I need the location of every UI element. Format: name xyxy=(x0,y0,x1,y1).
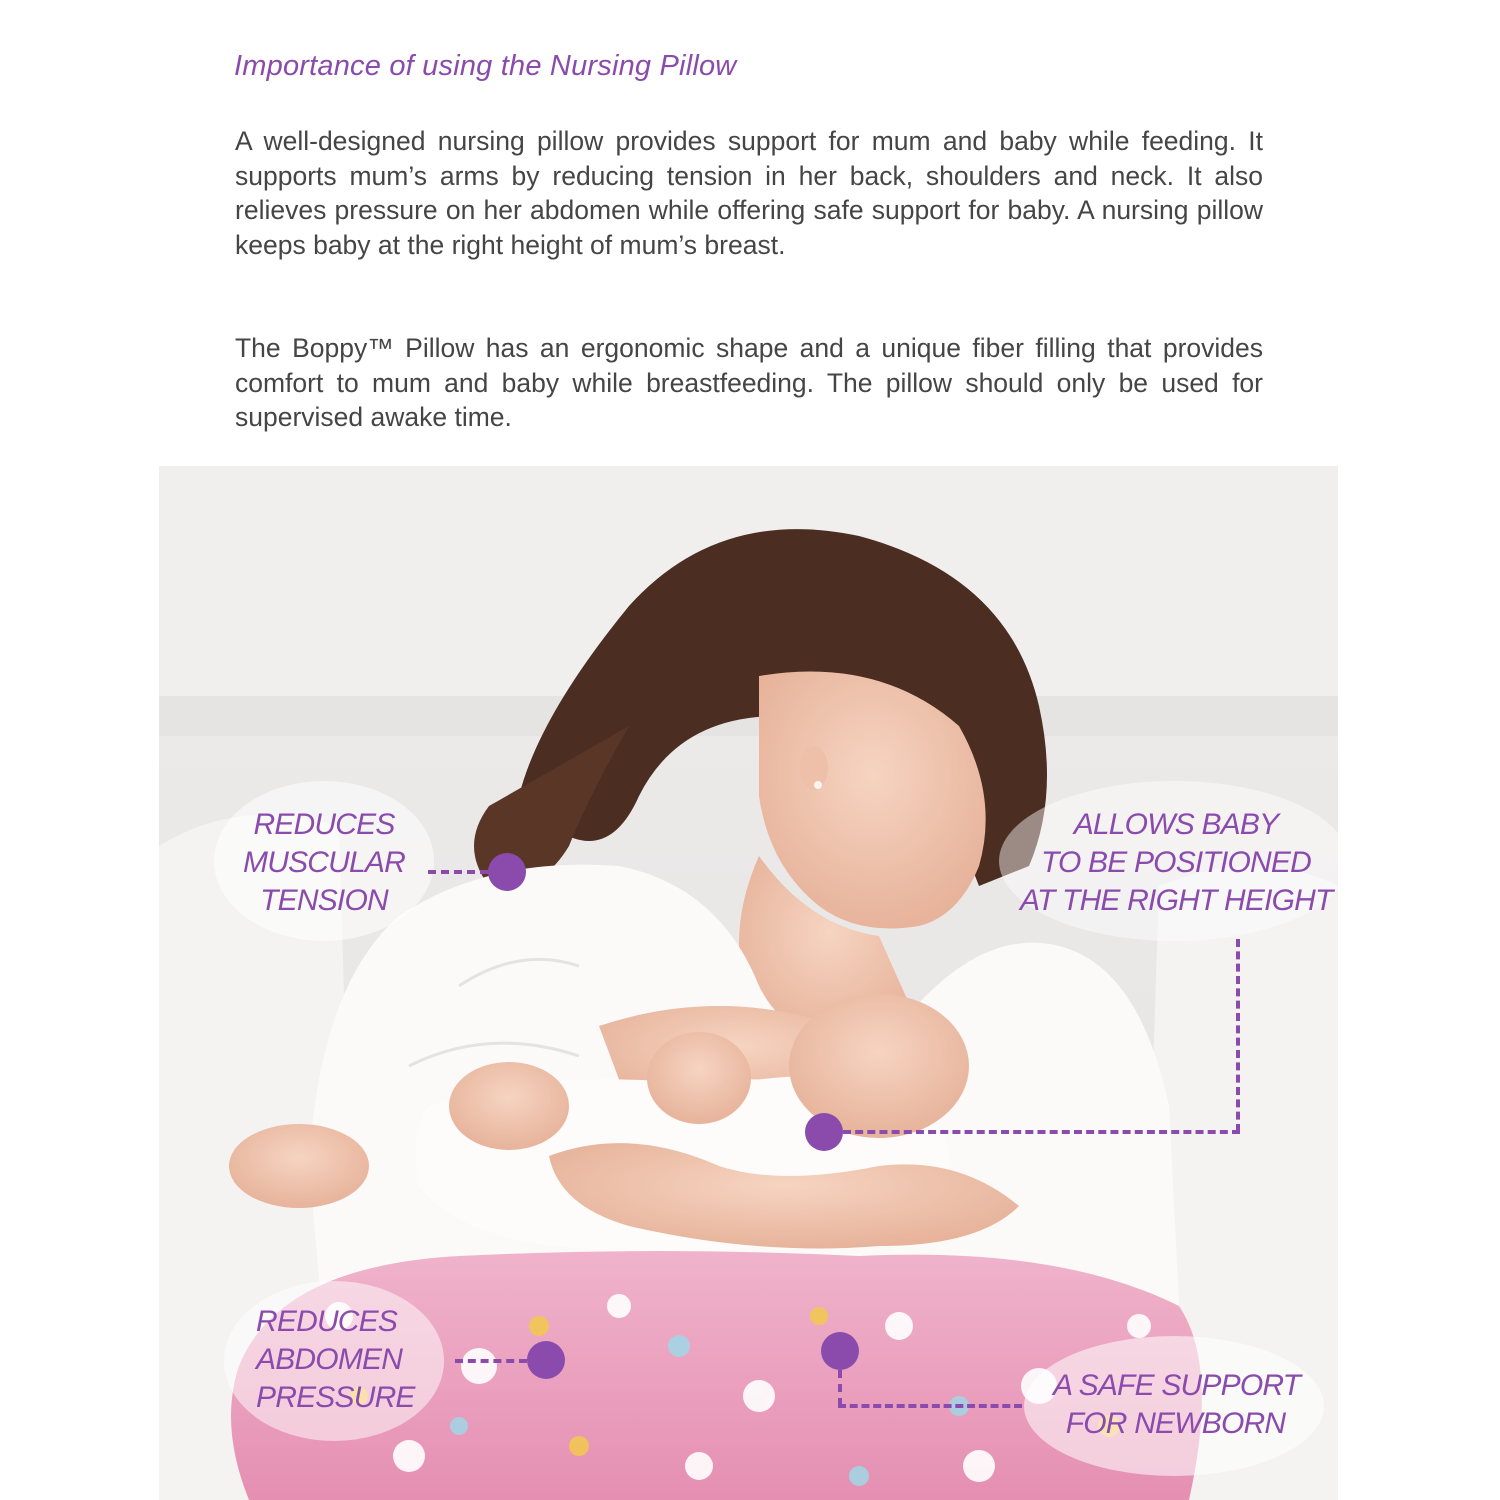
callout-line: FOR NEWBORN xyxy=(1065,1407,1286,1440)
leader-line-abdomen xyxy=(455,1359,527,1363)
callout-line: REDUCES xyxy=(256,1305,398,1338)
callout-line: TENSION xyxy=(260,884,388,917)
intro-paragraph: A well-designed nursing pillow provides support for mum and baby while feeding. It supports mum’s arms by reducing tension in her back, shoulders and neck. It also relieves pressure on her abdomen while offering safe support for baby. A nursing pillow keeps baby at the right height of mum’s breast. xyxy=(235,126,1263,260)
callout-line: MUSCULAR xyxy=(243,846,405,879)
leader-line-muscular xyxy=(428,870,488,874)
callout-line: REDUCES xyxy=(253,808,395,841)
callout-line: TO BE POSITIONED xyxy=(1040,846,1312,879)
callout-abdomen-pressure xyxy=(256,1303,415,1417)
callout-line: ALLOWS BABY xyxy=(1073,808,1279,841)
marker-dot-muscular xyxy=(488,853,526,891)
leader-line-support-vertical xyxy=(838,1370,842,1406)
boppy-paragraph: The Boppy™ Pillow has an ergonomic shape and a unique fiber filling that provides comfort to mum and baby while breastfeeding. The pillow should only be used for supervised awake time. xyxy=(235,333,1263,432)
callout-line: AT THE RIGHT HEIGHT xyxy=(1020,884,1333,917)
marker-dot-support xyxy=(821,1332,859,1370)
callout-safe-support xyxy=(1053,1367,1301,1443)
callout-right-height xyxy=(1020,806,1332,920)
callout-line: A SAFE SUPPORT xyxy=(1053,1369,1301,1402)
article-heading: Importance of using the Nursing Pillow xyxy=(234,50,737,82)
callout-muscular-tension xyxy=(238,806,410,920)
leader-line-height xyxy=(843,1130,1240,1134)
callout-line: ABDOMEN xyxy=(256,1343,403,1376)
marker-dot-abdomen xyxy=(527,1341,565,1379)
leader-line-height-vertical xyxy=(1236,939,1240,1132)
callout-line: PRESSURE xyxy=(256,1381,415,1414)
marker-dot-height xyxy=(805,1113,843,1151)
leader-line-support xyxy=(838,1404,1022,1408)
